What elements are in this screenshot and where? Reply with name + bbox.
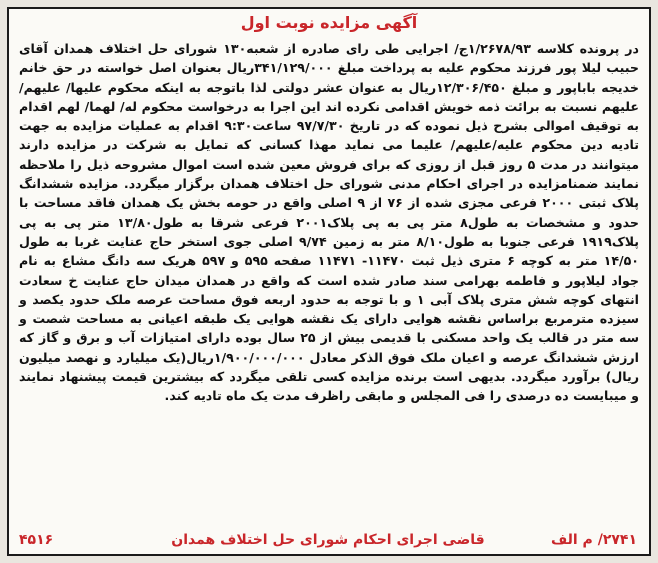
issuer-signature: قاضی اجرای احکام شورای حل اختلاف همدان	[171, 532, 485, 548]
auction-notice	[7, 7, 651, 556]
notice-title: آگهی مزایده نوبت اول	[240, 13, 418, 32]
notice-footer	[17, 528, 639, 548]
notice-body: در پرونده کلاسه ۱/۲۶۷۸/۹۳ج/ اجرایی طی رای صادره از شعبه۱۳۰ شورای حل اختلاف همدان آقای حبیب لیلا پور فرزند محکوم علیه به پرداخت مبلغ ۳۴۱/۱۲۹/۰۰۰ریال بعنوان اصل خواسته در حق خانم خدیجه باباپور و مبلغ ۱۲/۳۰۶/۴۵۰ریال به عنوان عشر دولتی لذا باتوجه به اینکه محکوم علیها/ علیهم/علیهم نسبت به برائت ذمه خویش اقدامی نکرده اند این اجرا به درخواست محکوم له/ لهما/ لهم اقدام به توقیف اموالی بشرح ذیل نموده که در تاریخ ۹۷/۷/۳۰ ساعت۹:۳۰ اقدام به عملیات مزایده به جهت تادیه دین محکوم علیه/علیهم/ علیما می نماید مهذا کسانی که تمایل به شرکت در مزایده دارند میتوانند در مدت ۵ روز قبل از روزی که برای فروش معین شده است اموال مشروحه ذیل را ملاحظه نمایند ضمنامزایده در اجرای احکام مدنی شورای حل اختلاف همدان برگزار میگردد. مزایده ششدانگ پلاک ثبتی ۲۰۰۰ فرعی مجزی شده از ۷۶ از ۹ اصلی واقع در حومه بخش یک همدان فاقد مساحت با حدود و مشخصات به طول۸ متر پی به پی پلاک۲۰۰۱ فرعی شرقا به طول۱۳/۸۰ متر پی به پی پلاک۱۹۱۹ فرعی جنوبا به طول۸/۱۰ متر به زمین ۹/۷۴ اصلی جوی استخر حاج عنایت غربا به طول ۱۴/۵۰ متر به کوچه ۶ متری ذیل ثبت ۱۱۴۷۰- ۱۱۴۷۱ صفحه ۵۹۵ و ۵۹۷ هریک سه دانگ مشاع به نام جواد لیلاپور و فاطمه بهرامی سند صادر شده است که واقع در همدان میدان حاج عنایت خ سعادت انتهای کوچه شش متری پلاک آبی ۱ و با توجه به حدود اربعه فوق مساحت عرصه ملک حدود یکصد و سیزده مترمربع براساس نقشه هوایی دارای یک نقشه هوایی یک طبقه اعیانی به مساحت شصت و سه متر در قالب یک واحد مسکنی با قدیمی بیش از ۲۵ سال بوده دارای امتیازات آب و برق و گاز که ارزش ششدانگ عرصه و اعیان ملک فوق الذکر معادل ۱/۹۰۰/۰۰۰/۰۰۰ریال(یک میلیارد و نهصد میلیون ریال) برآورد میگردد. بدیهی است برنده مزایده کسی تلقی میگردد که بیشترین قیمت پیشنهاد نمایند و میبایست ده درصدی را فی المجلس و مابقی راظرف مدت یک ماه تادیه کند.	[19, 41, 640, 404]
reference-number: ۲۷۴۱/ م الف	[550, 532, 637, 548]
ad-code: ۴۵۱۶	[19, 532, 54, 548]
